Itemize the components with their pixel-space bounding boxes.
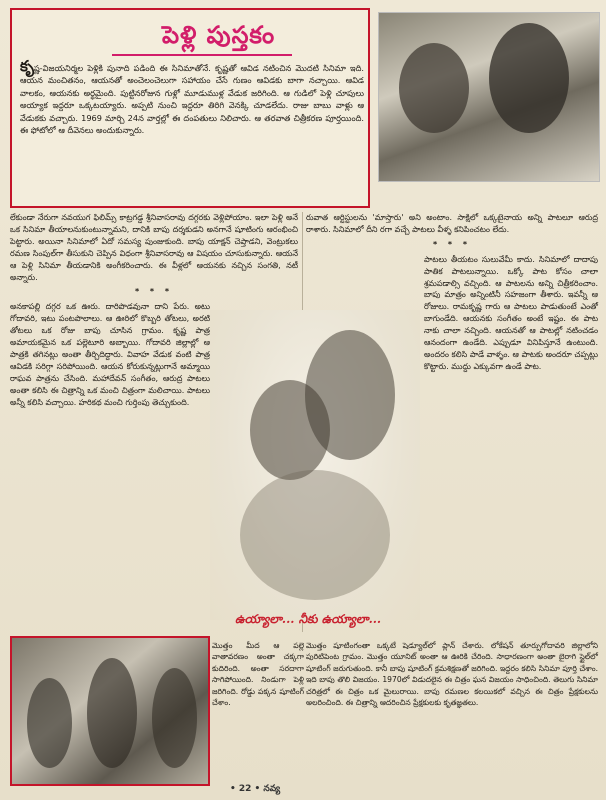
bottom-left-column xyxy=(212,640,304,708)
photo-person-2 xyxy=(87,658,137,768)
bottom-right-paragraph: మొత్తం షూటింగంతా ఒక్కటే షెడ్యూల్‌లో ప్లాన్ చేశారు. లోకేషన్ తూర్పుగోదావరి జిల్లాలోని పురిటిపెంట గ్రామం. మొత్తం యూనిట్ అంతా ఆ ఊరికి చేరింది. సాధారణంగా అంతా బైరాగి స్టైల్‌లో షూటింగ్ జరుగుతుంది. కానీ బాపు షూటింగ్ క్రమశిక్షణతో జరిగింది. ఇద్దరం కలిసి సినిమా పూర్తి చేశాం. ఇది బాపు తొలి విజయం. 1970లో విడుదలైన ఈ చిత్రం ఘన విజయం సాధించింది. తెలుగు సినిమా చరిత్రలో ఈ చిత్రం ఒక మైలురాయి. బాపు రమణల కలయికలో వచ్చిన ఈ చిత్రం ప్రేక్షకులను అలరించింది. ఈ చిత్రాన్ని ఆదరించిన ప్రేక్షకులకు కృతజ్ఞతలు. xyxy=(306,641,598,708)
section-divider-stars-right: * * * xyxy=(432,239,472,249)
couple-photo xyxy=(378,12,600,182)
bottom-right-column xyxy=(306,640,598,708)
photo-caption: ఉయ్యాలా... నీకు ఉయ్యాలా... xyxy=(235,612,382,626)
left-paragraph-2: అనకాపల్లి దగ్గర ఒక ఊరు. దారిపొడవునా దాని పేరు. అటు గోదావరి, ఇటు పంటపొలాలు. ఆ ఊరిలో కొబ్బరి తోటలు, అరటి తోటలు ఒక రోజు బాపు చూసిన గ్రామం. కృష్ణ పాత్ర అమాయకమైన ఒక పల్లెటూరి అబ్బాయి. గోదావరి జిల్లాల్లో ఆ పాత్రకి తగినట్లు అంతా తీర్చిదిద్దారు. వివాహ వేడుక వంటి పాత్ర ఆవిడకి సరిగ్గా సరిపోయింది. ఆయన కోరుకున్నట్లుగానే అమ్మాయి రాఘవ పాత్రను చేసింది. మహాదేవన్ సంగీతం, ఆరుద్ర పాటలు అంతా కలిసి ఈ చిత్రాన్ని ఒక మంచి చిత్రంగా మలిచాయి. పాటలు అన్నీ కలిసి వచ్చాయి. హరికథ మంచి గుర్తింపు తెచ్చుకుంది. xyxy=(10,302,210,407)
lead-text: ష్ణ-విజయనిర్మల పెళ్లికి పునాది పడింది ఈ సినిమాతోనే. కృష్ణతో ఆవిడ నటించిన మొదటి సినిమా ఇది. ఆయన మంచితనం, ఆయనతో అంచెలంచెలుగా సహాయం చేసే గుణం ఆవిడకు బాగా నచ్చాయి. ఆవిడ వాలకం, ఆయనకు అర్థమైంది. పుట్టినరోజున గుళ్లో మూడుముళ్ల వేడుక జరిగింది. ఆ గుడిలో పెళ్లి చూపులు అయ్యాక ఇద్దరూ ఒక్కటయ్యారు. అప్పటి నుంచి ఇద్దరూ తిరిగి వెనక్కి చూడలేదు. రాజు బాబు వాళ్లు ఆ వేడుకకు వచ్చారు. 1969 మార్చి 24న వార్తల్లో ఈ దంపతులు నిలిచారు. ఆ తరవాత చిత్రీకరణ పూర్తయింది. ఈ ఫోటోలో ఆ దీవెనలు అందుకున్నారు. xyxy=(20,63,364,136)
photo-figure-man-mid xyxy=(305,330,395,460)
right-paragraph-2: పాటలు తీయటం సులువేమీ కాదు. సినిమాలో దాదాపు పాతిక పాటలున్నాయి. ఒక్కో పాట కోసం చాలా శ్రమపడాల్సి వచ్చింది. ఆ పాటలను అన్ని చిత్రీకరించాం. బాపు మాత్రం అన్నింటినీ సహజంగా తీశారు. ఇవన్నీ ఆ రోజులు. రామకృష్ణ గారు ఆ పాటలు పాడుతుంటే ఎంతో బాగుండేది. ఆయనకు సంగీతం అంటే ఇష్టం. ఈ పాట నాకు చాలా నచ్చింది. ఆయనతో ఆ పాటల్లో నటించడం ఆనందంగా ఉండేది. ఎప్పుడూ వినిపిస్తూనే ఉంటుంది. అందరం కలిసి పాడే వాళ్ళం. ఆ పాటకు అందరూ చప్పట్లు కొట్టారు. ముద్దు ఎక్కువగా ఉండే పాట. xyxy=(424,254,598,371)
photo-person-1 xyxy=(27,678,72,768)
film-still-photo xyxy=(210,310,420,620)
article-header-box xyxy=(10,8,370,208)
page-footer: • 22 • నవ్య xyxy=(230,784,281,794)
page-title: పెళ్లి పుస్తకం xyxy=(162,20,276,49)
bottom-left-paragraph: మొత్తం మీద ఆ పల్లె వాతావరణం అంతా చక్కగా కుదిరింది. అంతా సరదాగా సాగిపోయింది. నిండుగా పెళ్లి జరిగింది. రోడ్డు పక్కన షూటింగ్ చేశాం. xyxy=(212,641,304,708)
section-divider-stars: * * * xyxy=(134,287,174,297)
photo-figure-woman xyxy=(399,43,469,133)
photo-figure-man xyxy=(489,23,569,133)
drop-cap: కృ xyxy=(20,57,34,75)
right-paragraph-1: రువాత ఆర్టిస్టులను 'మాస్తారు' అని అంటాం. సాక్షిలో ఒక్కటైనాయ అన్ని పాటలూ ఆరుద్ర రాశారు. సినిమాలో దీని రగా వచ్చే పాటలు వీళ్ళ కనిపించటం లేదు. xyxy=(306,213,598,234)
title-underline xyxy=(112,54,292,56)
lead-paragraph xyxy=(20,57,364,136)
photo-figures-body xyxy=(240,470,390,600)
photo-person-3 xyxy=(152,668,197,768)
left-paragraph-1: లేకుండా నేరుగా నవయుగ ఫిలిమ్స్ కాట్రగడ్డ శ్రీనివాసరావు దగ్గరకు వెళ్లిపోయాం. ఇలా పెళ్లి అనే ఒక సినిమా తీయాలనుకుంటున్నామని, దానికి బాపు దర్శకుడని అనగానే షూటింగు ఆరంభించి పెట్టారు. అయినా సినిమాలో ఏదో సమస్య పుంజుకుంది. బాపు యాక్షన్ చెప్తాడని, వెంట్రుకలు రమణ సింపుల్‌గా తీసుకుని చెప్పిన విధంగా శ్రీనివాసరావు ఆ విషయం చూసుకున్నారు. ఆయనే ఆ పెళ్లి సినిమా తీయడానికి అంగీకరించారు. ఈ వీళ్లలో ఆయనకు నచ్చిన సంగతి, నటీ అన్నారు. xyxy=(10,213,298,282)
group-photo xyxy=(10,636,210,786)
